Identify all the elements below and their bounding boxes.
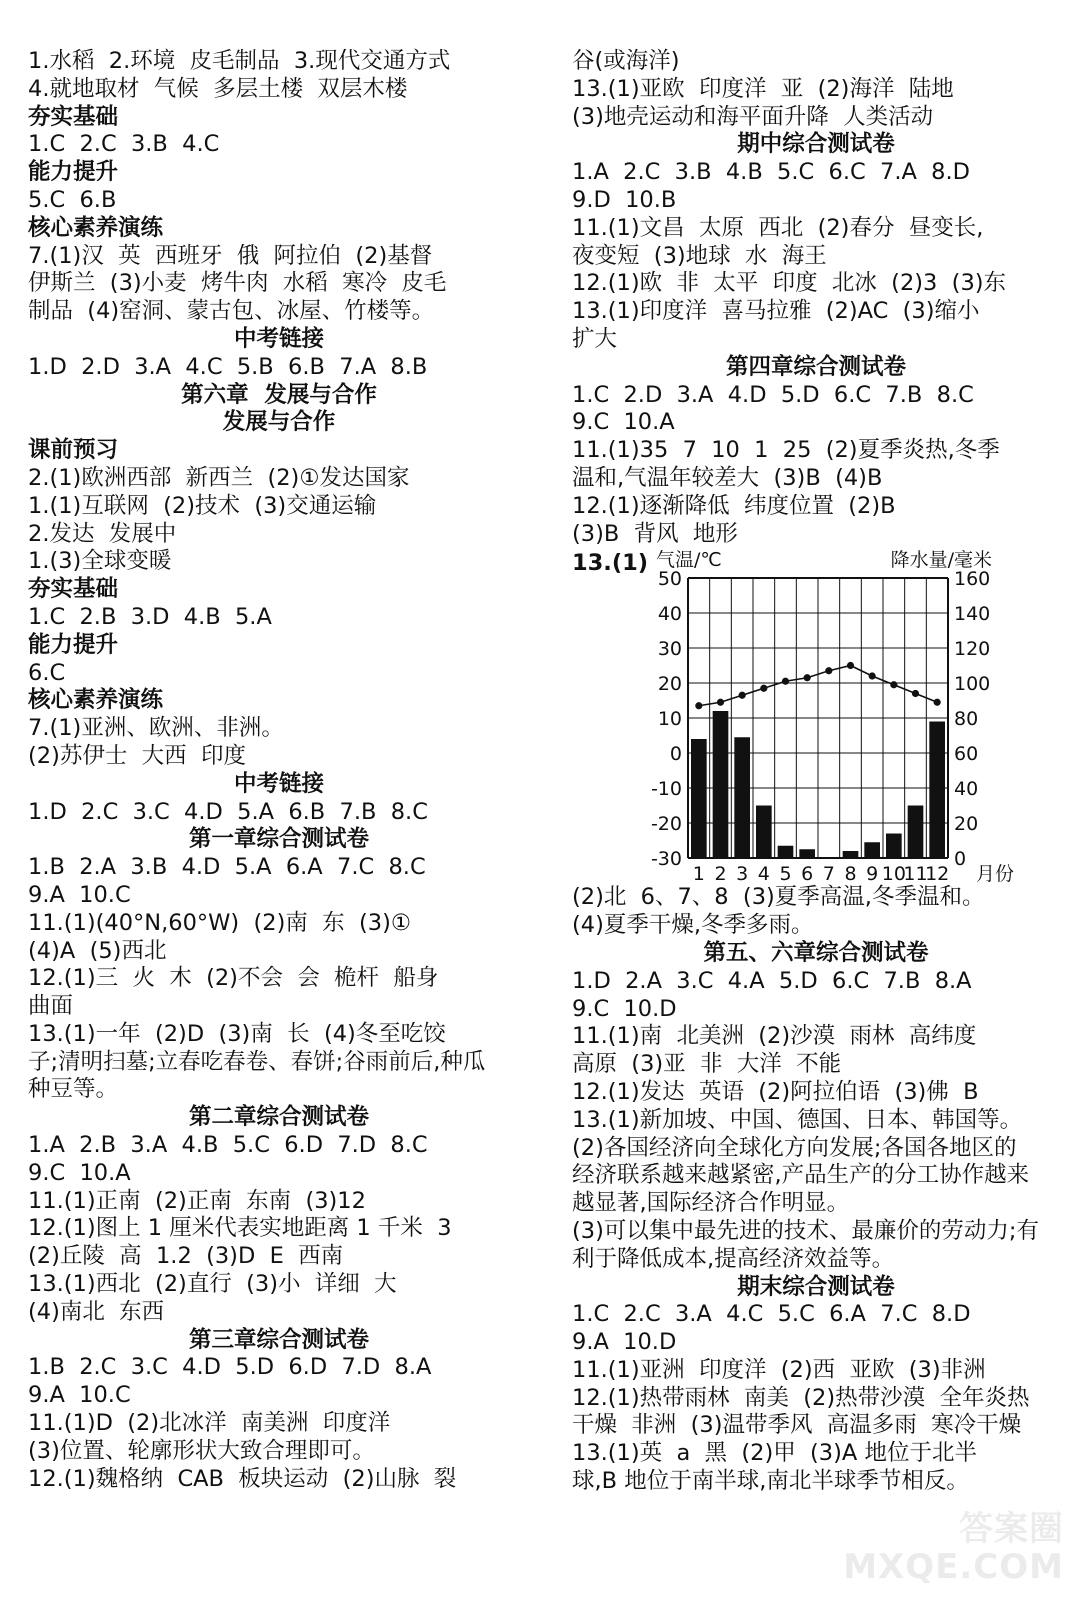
x-tick-label: 2 bbox=[714, 863, 727, 885]
y-right-tick-label: 20 bbox=[954, 813, 979, 836]
x-tick-label: 8 bbox=[844, 863, 857, 885]
y-right-tick-label: 140 bbox=[954, 603, 991, 626]
answer-line: 子;清明扫墓;立春吃春卷、春饼;谷雨前后,种瓜 bbox=[28, 1048, 486, 1075]
answer-line: 利于降低成本,提高经济效益等。 bbox=[572, 1245, 895, 1272]
answer-line: 发展与合作 bbox=[222, 409, 336, 436]
answer-line: 11.(1)南 北美洲 (2)沙漠 雨林 高纬度 bbox=[572, 1023, 977, 1050]
y-right-tick-label: 60 bbox=[954, 743, 979, 766]
answer-line: (2)北 6、7、8 (3)夏季高温,冬季温和。 bbox=[572, 884, 985, 911]
answer-line: (2)各国经济向全球化方向发展;各国各地区的 bbox=[572, 1134, 1017, 1161]
answer-line: 1.C 2.C 3.A 4.C 5.C 6.A 7.C 8.D bbox=[572, 1301, 971, 1328]
answer-line: 9.C 10.A bbox=[572, 409, 675, 436]
answer-line: 1.(1)互联网 (2)技术 (3)交通运输 bbox=[28, 492, 377, 519]
answer-line: 第一章综合测试卷 bbox=[188, 826, 369, 853]
answer-line: 中考链接 bbox=[233, 325, 324, 352]
answer-line: 课前预习 bbox=[28, 437, 119, 464]
climate-chart-svg bbox=[572, 548, 1060, 884]
watermark-line-1: 答案圈 bbox=[959, 1509, 1064, 1549]
answer-line: 期末综合测试卷 bbox=[737, 1273, 895, 1300]
answer-line: (3)B 背风 地形 bbox=[572, 520, 738, 547]
answer-line: 第六章 发展与合作 bbox=[181, 381, 377, 408]
answer-line: 制品 (4)窑洞、蒙古包、冰屋、竹楼等。 bbox=[28, 298, 435, 325]
answer-line: 9.C 10.D bbox=[572, 995, 677, 1022]
temperature-point bbox=[912, 690, 919, 697]
temperature-point bbox=[717, 699, 724, 706]
answer-line: (2)苏伊士 大西 印度 bbox=[28, 742, 246, 769]
answer-line: 高原 (3)亚 非 大洋 不能 bbox=[572, 1051, 842, 1078]
y-left-tick-label: 40 bbox=[657, 603, 682, 626]
answer-line: 12.(1)图上 1 厘米代表实地距离 1 千米 3 bbox=[28, 1215, 452, 1242]
precipitation-bar bbox=[929, 722, 945, 859]
precipitation-bar bbox=[799, 850, 815, 859]
temperature-point bbox=[804, 674, 811, 681]
answer-line: 9.A 10.C bbox=[28, 881, 131, 908]
answer-line: 第四章综合测试卷 bbox=[725, 353, 906, 380]
answer-line: 11.(1)35 7 10 1 25 (2)夏季炎热,冬季 bbox=[572, 437, 1000, 464]
answer-line: 2.(1)欧洲西部 新西兰 (2)①发达国家 bbox=[28, 464, 410, 491]
answer-line: 13.(1)亚欧 印度洋 亚 (2)海洋 陆地 bbox=[572, 75, 954, 102]
answer-line: 4.就地取材 气候 多层土楼 双层木楼 bbox=[28, 75, 408, 102]
answer-line: 核心素养演练 bbox=[28, 687, 164, 714]
answer-line: 1.水稻 2.环境 皮毛制品 3.现代交通方式 bbox=[28, 48, 451, 74]
answer-line: 温和,气温年较差大 (3)B (4)B bbox=[572, 464, 883, 491]
x-tick-label: 1 bbox=[692, 863, 705, 885]
y-right-tick-label: 40 bbox=[954, 778, 979, 801]
answer-line: 夯实基础 bbox=[28, 103, 119, 130]
x-tick-label: 11 bbox=[903, 863, 928, 885]
answer-line: 第五、六章综合测试卷 bbox=[703, 939, 929, 966]
answer-line: (2)丘陵 高 1.2 (3)D E 西南 bbox=[28, 1243, 344, 1270]
answer-line: (3)可以集中最先进的技术、最廉价的劳动力;有 bbox=[572, 1217, 1039, 1244]
climate-chart bbox=[572, 548, 1060, 884]
answer-line: 13.(1)一年 (2)D (3)南 长 (4)冬至吃饺 bbox=[28, 1020, 446, 1047]
answer-line: 6.C bbox=[28, 659, 66, 686]
answer-line: 12.(1)发达 英语 (2)阿拉伯语 (3)佛 B bbox=[572, 1078, 979, 1105]
y-right-tick-label: 100 bbox=[954, 673, 991, 696]
x-tick-label: 5 bbox=[779, 863, 792, 885]
answer-line: 5.C 6.B bbox=[28, 186, 117, 213]
precipitation-bar bbox=[886, 834, 902, 859]
y-right-tick-label: 0 bbox=[954, 848, 967, 871]
y-left-tick-label: -10 bbox=[650, 778, 682, 801]
answer-line: 12.(1)欧 非 太平 印度 北冰 (2)3 (3)东 bbox=[572, 270, 1007, 297]
answer-line: 1.C 2.B 3.D 4.B 5.A bbox=[28, 603, 272, 630]
answer-line: 9.A 10.C bbox=[28, 1382, 131, 1409]
answer-line: 12.(1)热带雨林 南美 (2)热带沙漠 全年炎热 bbox=[572, 1384, 1030, 1411]
answer-line: 1.A 2.B 3.A 4.B 5.C 6.D 7.D 8.C bbox=[28, 1132, 428, 1159]
precipitation-bar bbox=[713, 711, 729, 858]
temperature-point bbox=[695, 702, 702, 709]
x-tick-label: 7 bbox=[822, 863, 835, 885]
answer-line: (3)位置、轮廓形状大致合理即可。 bbox=[28, 1437, 375, 1464]
answer-line: 扩大 bbox=[572, 325, 618, 352]
left-column bbox=[28, 48, 530, 1493]
x-axis-label: 月份 bbox=[976, 863, 1015, 885]
precipitation-bar bbox=[864, 843, 880, 859]
right-column bbox=[572, 48, 1060, 1496]
precipitation-bar bbox=[908, 806, 924, 859]
y-left-tick-label: 0 bbox=[669, 743, 682, 766]
answer-line: 干燥 非洲 (3)温带季风 高温多雨 寒冷干燥 bbox=[572, 1412, 1022, 1439]
answer-line: 11.(1)D (2)北冰洋 南美洲 印度洋 bbox=[28, 1410, 391, 1437]
answer-line: 1.D 2.D 3.A 4.C 5.B 6.B 7.A 8.B bbox=[28, 353, 428, 380]
y-left-axis-label: 气温/℃ bbox=[656, 549, 722, 572]
answer-line: 11.(1)正南 (2)正南 东南 (3)12 bbox=[28, 1187, 366, 1214]
y-right-tick-label: 120 bbox=[954, 638, 991, 661]
y-right-tick-label: 80 bbox=[954, 708, 979, 731]
temperature-point bbox=[934, 699, 941, 706]
answer-line: 曲面 bbox=[28, 993, 74, 1020]
answer-line: 7.(1)汉 英 西班牙 俄 阿拉伯 (2)基督 bbox=[28, 242, 433, 269]
answer-line: 13.(1)印度洋 喜马拉雅 (2)AC (3)缩小 bbox=[572, 298, 980, 325]
answer-line: 9.D 10.B bbox=[572, 186, 677, 213]
answer-line: (3)地壳运动和海平面升降 人类活动 bbox=[572, 103, 934, 130]
answer-line: 1.B 2.C 3.C 4.D 5.D 6.D 7.D 8.A bbox=[28, 1354, 432, 1381]
answer-line: 11.(1)文昌 太原 西北 (2)春分 昼变长, bbox=[572, 214, 984, 241]
right-bottom-lines bbox=[572, 884, 1060, 1496]
answer-line: 9.A 10.D bbox=[572, 1329, 677, 1356]
answer-line: 夜变短 (3)地球 水 海王 bbox=[572, 242, 827, 269]
answer-line: 13.(1)西北 (2)直行 (3)小 详细 大 bbox=[28, 1271, 397, 1298]
y-left-tick-label: 10 bbox=[657, 708, 682, 731]
answer-line: 越显著,国际经济合作明显。 bbox=[572, 1190, 850, 1217]
x-tick-label: 6 bbox=[801, 863, 814, 885]
y-left-tick-label: -20 bbox=[650, 813, 682, 836]
answer-line: 2.发达 发展中 bbox=[28, 520, 177, 547]
precipitation-bar bbox=[843, 851, 859, 858]
watermark bbox=[843, 1510, 1064, 1586]
answer-line: 球,B 地位于南半球,南北半球季节相反。 bbox=[572, 1468, 969, 1495]
x-tick-label: 3 bbox=[736, 863, 749, 885]
answer-line: 1.D 2.A 3.C 4.A 5.D 6.C 7.B 8.A bbox=[572, 967, 972, 994]
y-left-tick-label: -30 bbox=[650, 848, 682, 871]
answer-line: (4)A (5)西北 bbox=[28, 937, 167, 964]
y-left-tick-label: 20 bbox=[657, 673, 682, 696]
precipitation-bar bbox=[778, 846, 794, 858]
answer-line: 中考链接 bbox=[233, 770, 324, 797]
answer-line: 1.C 2.C 3.B 4.C bbox=[28, 131, 220, 158]
x-tick-label: 10 bbox=[881, 863, 906, 885]
y-right-tick-label: 160 bbox=[954, 568, 991, 591]
temperature-point bbox=[739, 692, 746, 699]
answer-line: 第三章综合测试卷 bbox=[188, 1326, 369, 1353]
answer-line: 谷(或海洋) bbox=[572, 48, 680, 74]
answer-line: 12.(1)逐渐降低 纬度位置 (2)B bbox=[572, 492, 896, 519]
answer-line: 核心素养演练 bbox=[28, 214, 164, 241]
answer-line: 种豆等。 bbox=[28, 1076, 119, 1103]
x-tick-label: 4 bbox=[757, 863, 770, 885]
temperature-point bbox=[869, 673, 876, 680]
answer-line: 伊斯兰 (3)小麦 烤牛肉 水稻 寒冷 皮毛 bbox=[28, 270, 447, 297]
answer-line: (4)南北 东西 bbox=[28, 1298, 165, 1325]
answer-line: 能力提升 bbox=[28, 631, 119, 658]
x-tick-label: 9 bbox=[866, 863, 879, 885]
answer-line: 1.C 2.D 3.A 4.D 5.D 6.C 7.B 8.C bbox=[572, 381, 974, 408]
right-top-lines bbox=[572, 48, 1060, 548]
answer-line: 期中综合测试卷 bbox=[737, 131, 895, 158]
x-tick-label: 12 bbox=[925, 863, 950, 885]
precipitation-bar bbox=[691, 739, 707, 858]
answer-line: 12.(1)魏格纳 CAB 板块运动 (2)山脉 裂 bbox=[28, 1465, 457, 1492]
temperature-point bbox=[890, 681, 897, 688]
answer-line: 第二章综合测试卷 bbox=[188, 1104, 369, 1131]
answer-line: (4)夏季干燥,冬季多雨。 bbox=[572, 912, 814, 939]
answer-line: 1.D 2.C 3.C 4.D 5.A 6.B 7.B 8.C bbox=[28, 798, 428, 825]
y-right-axis-label: 降水量/毫米 bbox=[890, 549, 992, 572]
answer-line: 11.(1)(40°N,60°W) (2)南 东 (3)① bbox=[28, 909, 412, 936]
temperature-point bbox=[825, 667, 832, 674]
answer-line: 1.A 2.C 3.B 4.B 5.C 6.C 7.A 8.D bbox=[572, 159, 970, 186]
temperature-point bbox=[760, 685, 767, 692]
y-left-tick-label: 30 bbox=[657, 638, 682, 661]
temperature-point bbox=[847, 662, 854, 669]
answer-line: 11.(1)亚洲 印度洋 (2)西 亚欧 (3)非洲 bbox=[572, 1356, 986, 1383]
answer-line: 1.B 2.A 3.B 4.D 5.A 6.A 7.C 8.C bbox=[28, 854, 426, 881]
precipitation-bar bbox=[734, 738, 750, 859]
chart-question-number: 13.(1) bbox=[572, 550, 649, 577]
answer-line: 13.(1)新加坡、中国、德国、日本、韩国等。 bbox=[572, 1106, 1023, 1133]
precipitation-bar bbox=[756, 806, 772, 859]
y-left-tick-label: 50 bbox=[657, 568, 682, 591]
temperature-point bbox=[782, 678, 789, 685]
answer-line: 12.(1)三 火 木 (2)不会 会 桅杆 船身 bbox=[28, 965, 439, 992]
answer-line: 能力提升 bbox=[28, 159, 119, 186]
answer-line: 夯实基础 bbox=[28, 576, 119, 603]
answer-line: 经济联系越来越紧密,产品生产的分工协作越来 bbox=[572, 1162, 1030, 1189]
answer-line: 7.(1)亚洲、欧洲、非洲。 bbox=[28, 715, 284, 742]
watermark-line-2: MXQE.COM bbox=[843, 1547, 1064, 1587]
answer-line: 13.(1)英 a 黑 (2)甲 (3)A 地位于北半 bbox=[572, 1440, 977, 1467]
answer-line: 9.C 10.A bbox=[28, 1159, 131, 1186]
answer-line: 1.(3)全球变暖 bbox=[28, 548, 172, 575]
